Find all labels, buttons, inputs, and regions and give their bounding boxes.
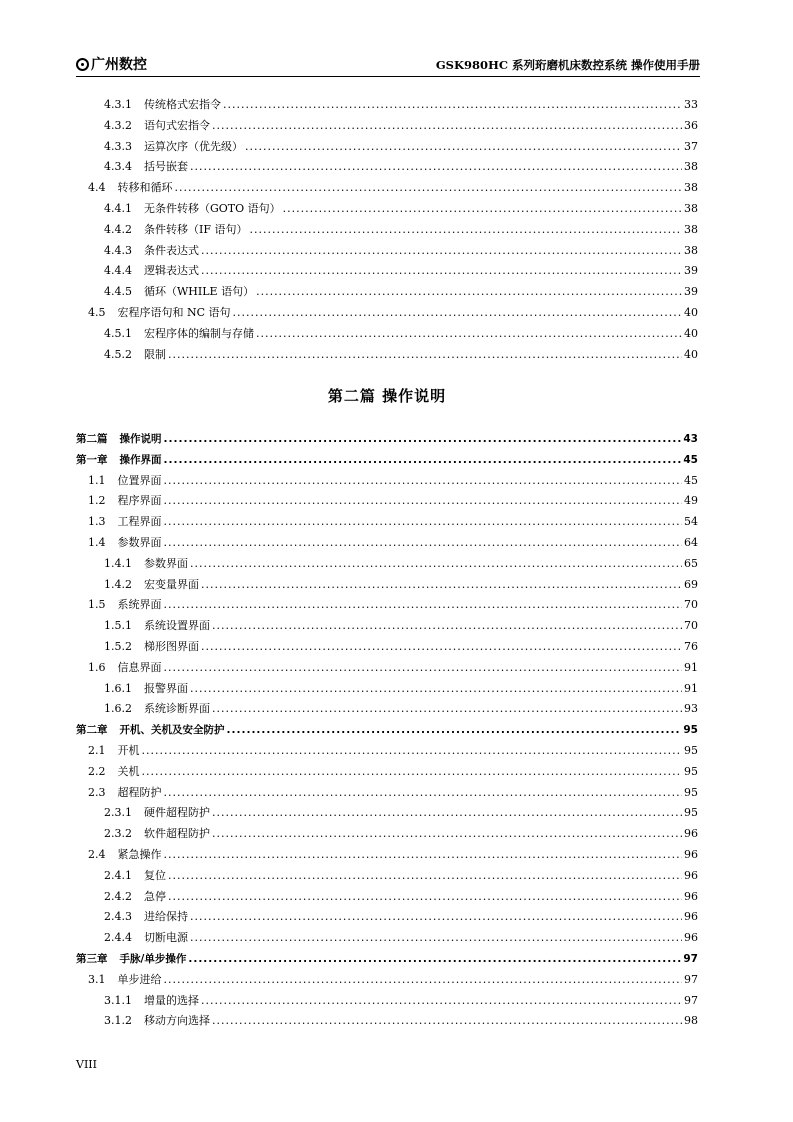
toc-entry-number: 4.4.2 bbox=[104, 222, 132, 236]
toc-leader-dots bbox=[227, 720, 682, 740]
toc-entry-page: 40 bbox=[684, 306, 698, 319]
toc-entry-label: 无条件转移（GOTO 语句） bbox=[144, 202, 281, 215]
toc-leader-dots bbox=[201, 575, 682, 595]
toc-entry-label: 位置界面 bbox=[117, 473, 162, 487]
toc-entry[interactable] bbox=[104, 282, 698, 302]
toc-entry-label: 紧急操作 bbox=[117, 848, 162, 861]
toc-entry-number: 1.3 bbox=[88, 515, 106, 529]
toc-leader-dots bbox=[188, 949, 681, 969]
toc-entry-number: 4.5.2 bbox=[104, 347, 132, 361]
toc-entry-page: 95 bbox=[684, 806, 698, 820]
toc-entry-page: 96 bbox=[684, 868, 698, 882]
gsk-logo-icon bbox=[76, 58, 89, 71]
toc-leader-dots bbox=[190, 907, 682, 927]
toc-leader-dots bbox=[164, 533, 683, 553]
toc-entry-label: 运算次序（优先级） bbox=[144, 139, 243, 153]
toc-entry-page: 96 bbox=[684, 889, 698, 903]
toc-entry-page: 70 bbox=[684, 598, 698, 612]
toc-entry-page: 96 bbox=[684, 910, 698, 924]
toc-entry[interactable] bbox=[88, 658, 698, 678]
toc-entry-number: 2.4.2 bbox=[104, 889, 132, 903]
toc-entry[interactable] bbox=[88, 970, 698, 990]
gsk-logo bbox=[76, 54, 147, 74]
toc-entry[interactable] bbox=[104, 241, 698, 261]
toc-entry-label: 逻辑表达式 bbox=[144, 264, 199, 278]
toc-entry[interactable] bbox=[88, 741, 698, 761]
toc-entry-label: 语句式宏指令 bbox=[144, 118, 210, 132]
toc-entry[interactable] bbox=[88, 303, 698, 323]
toc-entry-page: 70 bbox=[684, 619, 698, 633]
toc-entry-label: 括号嵌套 bbox=[144, 160, 188, 174]
toc-entry-label: 急停 bbox=[144, 889, 166, 903]
toc-entry-number: 第二篇 bbox=[76, 433, 108, 445]
toc-leader-dots bbox=[212, 116, 682, 136]
toc-entry-label: 信息界面 bbox=[117, 660, 162, 674]
toc-entry-number: 4.3.4 bbox=[104, 160, 132, 174]
toc-entry-label: 宏程序语句和 NC 语句 bbox=[117, 306, 231, 319]
toc-entry-number: 2.4.1 bbox=[104, 868, 132, 882]
toc-entry[interactable] bbox=[104, 991, 698, 1011]
toc-entry[interactable] bbox=[76, 450, 698, 470]
toc-entry-number: 4.4.1 bbox=[104, 202, 132, 215]
toc-entry-label: 系统诊断界面 bbox=[144, 702, 210, 716]
toc-entry[interactable] bbox=[88, 178, 698, 198]
toc-leader-dots bbox=[142, 762, 683, 782]
toc-entry-label: 传统格式宏指令 bbox=[144, 98, 221, 111]
toc-entry-number: 1.2 bbox=[88, 494, 106, 508]
toc-entry-label: 条件转移（IF 语句） bbox=[144, 222, 248, 236]
toc-leader-dots bbox=[201, 261, 682, 281]
toc-entry-label: 超程防护 bbox=[117, 785, 162, 799]
toc-entry[interactable] bbox=[88, 491, 698, 511]
toc-entry-number: 第一章 bbox=[76, 453, 108, 466]
toc-entry-page: 95 bbox=[684, 744, 698, 757]
toc-entry-page: 96 bbox=[684, 931, 698, 945]
toc-entry-label: 开机、关机及安全防护 bbox=[119, 724, 225, 737]
toc-entry-page: 43 bbox=[683, 433, 698, 445]
toc-entry-label: 限制 bbox=[144, 347, 166, 361]
toc-leader-dots bbox=[164, 429, 682, 449]
toc-leader-dots bbox=[212, 824, 682, 844]
toc-entry-label: 操作说明 bbox=[119, 433, 162, 445]
toc-entry-number: 3.1.2 bbox=[104, 1014, 132, 1028]
toc-leader-dots bbox=[256, 324, 682, 344]
toc-entry-page: 38 bbox=[684, 243, 698, 257]
toc-leader-dots bbox=[164, 595, 683, 615]
toc-entry-label: 单步进给 bbox=[117, 972, 162, 986]
toc-entry-page: 39 bbox=[684, 264, 698, 278]
toc-leader-dots bbox=[249, 220, 682, 240]
toc-entry-page: 38 bbox=[684, 181, 698, 195]
toc-leader-dots bbox=[190, 157, 682, 177]
toc-entry-page: 98 bbox=[684, 1014, 698, 1028]
toc-leader-dots bbox=[164, 450, 682, 470]
toc-entry-label: 操作界面 bbox=[119, 453, 162, 466]
toc-entry-number: 第三章 bbox=[76, 953, 108, 965]
toc-entry[interactable] bbox=[104, 887, 698, 907]
toc-entry-page: 76 bbox=[684, 640, 698, 653]
toc-entry[interactable] bbox=[76, 429, 698, 449]
toc-entry[interactable] bbox=[104, 907, 698, 927]
toc-entry[interactable] bbox=[104, 324, 698, 344]
toc-entry-label: 程序界面 bbox=[117, 494, 162, 508]
toc-entry[interactable] bbox=[104, 345, 698, 365]
toc-leader-dots bbox=[190, 679, 682, 699]
toc-entry-label: 条件表达式 bbox=[144, 243, 199, 257]
toc-leader-dots bbox=[175, 178, 683, 198]
toc-entry-number: 1.4.2 bbox=[104, 577, 132, 591]
toc-leader-dots bbox=[283, 199, 682, 219]
toc-entry[interactable] bbox=[104, 261, 698, 281]
toc-leader-dots bbox=[164, 658, 683, 678]
toc-leader-dots bbox=[164, 491, 683, 511]
toc-leader-dots bbox=[190, 928, 682, 948]
toc-entry-label: 硬件超程防护 bbox=[144, 806, 210, 820]
toc-entry[interactable] bbox=[104, 157, 698, 177]
toc-entry-page: 95 bbox=[684, 764, 698, 778]
toc-entry[interactable] bbox=[104, 95, 698, 115]
toc-entry-label: 宏程序体的编制与存储 bbox=[144, 326, 254, 340]
toc-entry-label: 复位 bbox=[144, 868, 166, 882]
toc-entry[interactable] bbox=[104, 220, 698, 240]
toc-entry[interactable] bbox=[104, 637, 698, 657]
toc-entry-page: 39 bbox=[684, 285, 698, 299]
toc-entry-number: 4.4.5 bbox=[104, 285, 132, 299]
toc-entry-label: 进给保持 bbox=[144, 910, 188, 924]
toc-entry-page: 93 bbox=[684, 702, 698, 716]
toc-leader-dots bbox=[201, 637, 682, 657]
toc-entry[interactable] bbox=[104, 575, 698, 595]
toc-entry-page: 97 bbox=[684, 972, 698, 986]
toc-leader-dots bbox=[212, 616, 682, 636]
toc-entry-label: 系统设置界面 bbox=[144, 619, 210, 633]
toc-entry[interactable] bbox=[104, 679, 698, 699]
toc-entry-label: 系统界面 bbox=[117, 598, 162, 612]
toc-entry-page: 38 bbox=[684, 222, 698, 236]
toc-entry[interactable] bbox=[88, 845, 698, 865]
toc-entry-number: 1.6 bbox=[88, 660, 106, 674]
toc-leader-dots bbox=[201, 241, 682, 261]
toc-leader-dots bbox=[223, 95, 682, 115]
toc-leader-dots bbox=[212, 1011, 682, 1031]
toc-entry[interactable] bbox=[88, 533, 698, 553]
toc-entry-page: 40 bbox=[684, 326, 698, 340]
toc-entry-number: 2.3 bbox=[88, 785, 106, 799]
toc-entry-page: 36 bbox=[684, 118, 698, 132]
toc-entry-number: 2.3.1 bbox=[104, 806, 132, 820]
toc-entry[interactable] bbox=[88, 512, 698, 532]
toc-leader-dots bbox=[168, 866, 682, 886]
toc-entry[interactable] bbox=[104, 1011, 698, 1031]
toc-entry-page: 49 bbox=[684, 494, 698, 508]
toc-entry-label: 转移和循环 bbox=[117, 181, 173, 195]
toc-entry-page: 95 bbox=[683, 724, 698, 737]
toc-entry-page: 40 bbox=[684, 347, 698, 361]
toc-entry-label: 参数界面 bbox=[117, 536, 162, 549]
toc-leader-dots bbox=[233, 303, 682, 323]
toc-entry-page: 97 bbox=[683, 953, 698, 965]
toc-entry-page: 45 bbox=[683, 453, 698, 466]
toc-entry-page: 96 bbox=[684, 848, 698, 861]
toc-entry-label: 参数界面 bbox=[144, 556, 188, 570]
toc-entry-page: 37 bbox=[684, 139, 698, 153]
toc-leader-dots bbox=[164, 845, 683, 865]
toc-entry-page: 38 bbox=[684, 160, 698, 174]
toc-entry-number: 第二章 bbox=[76, 724, 108, 737]
toc-entry[interactable] bbox=[104, 199, 698, 219]
toc-entry[interactable] bbox=[88, 471, 698, 491]
toc-entry-page: 33 bbox=[684, 98, 698, 111]
toc-entry-number: 4.4 bbox=[88, 181, 106, 195]
toc-entry-page: 65 bbox=[684, 556, 698, 570]
toc-leader-dots bbox=[168, 887, 682, 907]
toc-entry[interactable] bbox=[76, 949, 698, 969]
toc-leader-dots bbox=[256, 282, 682, 302]
toc-entry[interactable] bbox=[104, 866, 698, 886]
toc-entry[interactable] bbox=[104, 803, 698, 823]
toc-entry-number: 4.4.3 bbox=[104, 243, 132, 257]
manual-title: GSK980HC 系列珩磨机床数控系统 操作使用手册 bbox=[435, 58, 700, 72]
toc-entry[interactable] bbox=[76, 720, 698, 740]
toc-leader-dots bbox=[168, 345, 682, 365]
toc-entry-number: 4.3.1 bbox=[104, 98, 132, 111]
toc-entry-number: 2.2 bbox=[88, 764, 106, 778]
toc-entry-number: 1.6.1 bbox=[104, 681, 132, 695]
toc-entry-number: 1.5.1 bbox=[104, 619, 132, 633]
page-header bbox=[76, 54, 700, 77]
toc-entry-page: 96 bbox=[684, 827, 698, 841]
toc-leader-dots bbox=[164, 512, 683, 532]
toc-entry-page: 64 bbox=[684, 536, 698, 549]
toc-entry-number: 1.4 bbox=[88, 536, 106, 549]
toc-entry-number: 1.1 bbox=[88, 473, 106, 487]
toc-entry-label: 报警界面 bbox=[144, 681, 188, 695]
toc-entry[interactable] bbox=[104, 699, 698, 719]
toc-entry-label: 手脉/单步操作 bbox=[119, 953, 187, 965]
toc-leader-dots bbox=[190, 554, 682, 574]
toc-entry[interactable] bbox=[104, 616, 698, 636]
toc-entry-label: 关机 bbox=[117, 764, 140, 778]
toc-leader-dots bbox=[245, 137, 682, 157]
toc-entry[interactable] bbox=[88, 783, 698, 803]
toc-entry[interactable] bbox=[104, 554, 698, 574]
page-number: VIII bbox=[76, 1058, 97, 1071]
toc-leader-dots bbox=[212, 699, 682, 719]
toc-entry-page: 38 bbox=[684, 202, 698, 215]
toc-leader-dots bbox=[164, 783, 683, 803]
toc-leader-dots bbox=[201, 991, 682, 1011]
toc-entry-number: 4.5 bbox=[88, 306, 106, 319]
toc-entry-page: 97 bbox=[684, 993, 698, 1007]
toc-entry-number: 3.1 bbox=[88, 972, 106, 986]
toc-entry-number: 1.4.1 bbox=[104, 556, 132, 570]
toc-entry[interactable] bbox=[104, 116, 698, 136]
toc-entry-number: 4.5.1 bbox=[104, 326, 132, 340]
toc-entry[interactable] bbox=[88, 595, 698, 615]
toc-entry-label: 增量的选择 bbox=[144, 993, 199, 1007]
toc-entry-page: 69 bbox=[684, 577, 698, 591]
toc-entry[interactable] bbox=[88, 762, 698, 782]
logo-text: 广州数控 bbox=[91, 57, 147, 73]
toc-entry-label: 开机 bbox=[117, 744, 140, 757]
toc-entry-number: 2.3.2 bbox=[104, 827, 132, 841]
toc-entry-page: 54 bbox=[684, 515, 698, 529]
toc-entry-label: 移动方向选择 bbox=[144, 1014, 210, 1028]
toc-entry-number: 1.5.2 bbox=[104, 640, 132, 653]
toc-entry-page: 91 bbox=[684, 660, 698, 674]
toc-entry-number: 2.4.4 bbox=[104, 931, 132, 945]
toc-entry-page: 95 bbox=[684, 785, 698, 799]
toc-entry-label: 循环（WHILE 语句） bbox=[144, 285, 255, 299]
toc-leader-dots bbox=[212, 803, 682, 823]
toc-entry-number: 4.3.3 bbox=[104, 139, 132, 153]
toc-entry-number: 2.4 bbox=[88, 848, 106, 861]
toc-entry-number: 1.5 bbox=[88, 598, 106, 612]
toc-leader-dots bbox=[164, 471, 683, 491]
toc-entry-label: 宏变量界面 bbox=[144, 577, 199, 591]
toc-entry-number: 2.4.3 bbox=[104, 910, 132, 924]
toc-entry-page: 91 bbox=[684, 681, 698, 695]
toc-entry-label: 梯形图界面 bbox=[144, 640, 199, 653]
toc-entry[interactable] bbox=[104, 137, 698, 157]
toc-leader-dots bbox=[164, 970, 683, 990]
toc-entry-label: 工程界面 bbox=[117, 515, 162, 529]
toc-leader-dots bbox=[142, 741, 683, 761]
toc-entry-label: 切断电源 bbox=[144, 931, 188, 945]
toc-entry-number: 4.3.2 bbox=[104, 118, 132, 132]
toc-entry-number: 4.4.4 bbox=[104, 264, 132, 278]
toc-entry-number: 3.1.1 bbox=[104, 993, 132, 1007]
toc-entry-page: 45 bbox=[684, 473, 698, 487]
toc-entry-number: 1.6.2 bbox=[104, 702, 132, 716]
toc-entry[interactable] bbox=[104, 824, 698, 844]
toc-entry-label: 软件超程防护 bbox=[144, 827, 210, 841]
toc-entry[interactable] bbox=[104, 928, 698, 948]
part-title: 第二篇 操作说明 bbox=[327, 387, 447, 405]
toc-entry-number: 2.1 bbox=[88, 744, 106, 757]
